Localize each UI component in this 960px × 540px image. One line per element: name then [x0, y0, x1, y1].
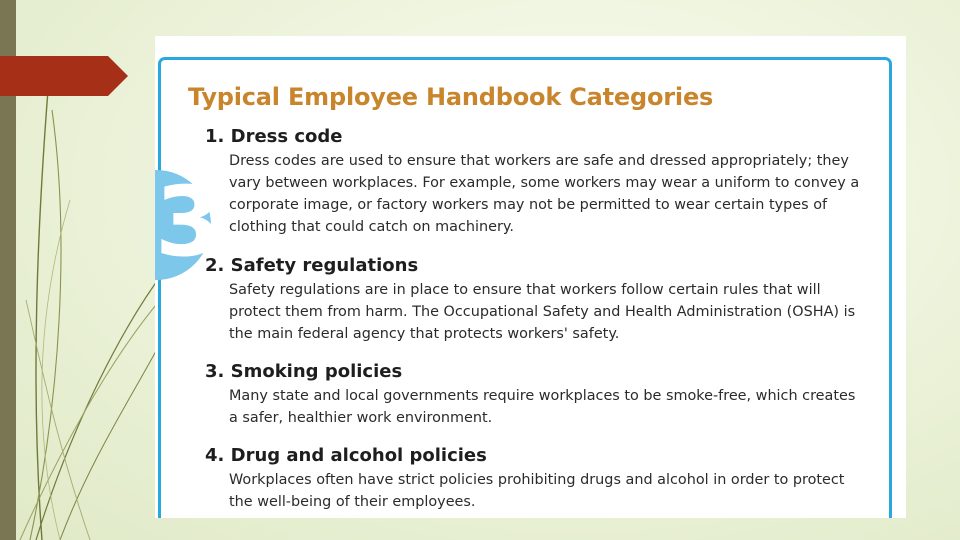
- item-heading: 4. Drug and alcohol policies: [205, 445, 487, 466]
- page-title: Typical Employee Handbook Categories: [188, 83, 714, 111]
- item-heading: 1. Dress code: [205, 126, 343, 147]
- chapter-badge-digit: 3: [155, 166, 222, 278]
- content-box: [155, 57, 892, 518]
- list-item-smoking-policies: [205, 361, 856, 429]
- item-body: Dress codes are used to ensure that workers are safe and dressed appropriately; they vary between workplaces. For example, some workers may wear a uniform to convey a corporate image, or factory workers may not be permitted to wear certain types of clothing that could catch on machinery.: [229, 153, 860, 235]
- red-arrow-tab: [0, 56, 128, 96]
- item-body: Workplaces often have strict policies prohibiting drugs and alcohol in order to protect the well-being of their employees.: [229, 472, 845, 510]
- list-item-drug-alcohol-policies: [205, 445, 845, 513]
- handbook-image: [155, 36, 906, 518]
- item-heading: 3. Smoking policies: [205, 361, 403, 382]
- item-heading: 2. Safety regulations: [205, 255, 419, 276]
- list-item-dress-code: [205, 126, 860, 238]
- list-item-safety-regulations: [205, 255, 856, 345]
- chapter-badge: [155, 166, 222, 280]
- item-body: Safety regulations are in place to ensure that workers follow certain rules that will protect them from harm. The Occupational Safety and Health Administration (OSHA) is the main federal agency that protects workers' safety.: [229, 282, 856, 342]
- item-body: Many state and local governments require workplaces to be smoke-free, which creates a safer, healthier work environment.: [229, 388, 856, 426]
